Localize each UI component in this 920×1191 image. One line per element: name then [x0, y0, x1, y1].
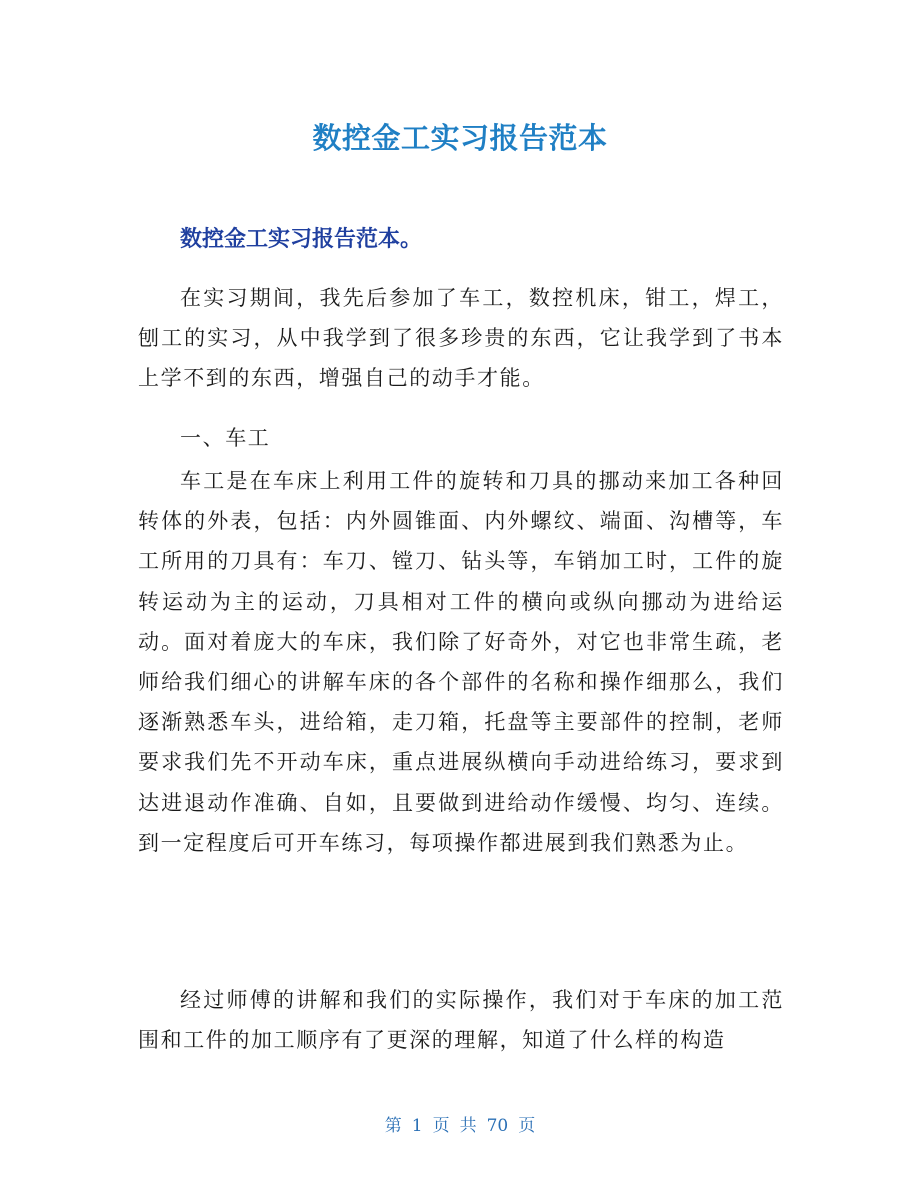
footer-total-pages: 70	[486, 1116, 509, 1136]
section-heading-lathe: 一、车工	[180, 426, 271, 450]
paragraph-intro: 在实习期间，我先后参加了车工，数控机床，钳工，焊工，刨工的实习，从中我学到了很多珍贵的东西，它让我学到了书本上学不到的东西，增强自己的动手才能。	[138, 286, 784, 391]
document-title: 数控金工实习报告范本	[312, 121, 608, 155]
paragraph-understanding: 经过师傅的讲解和我们的实际操作，我们对于车床的加工范围和工件的加工顺序有了更深的理解，知道了什么样的构造	[138, 988, 784, 1053]
footer-total-unit: 页	[518, 1116, 536, 1136]
paragraph-lathe: 车工是在车床上利用工件的旋转和刀具的挪动来加工各种回转体的外表，包括：内外圆锥面、内外螺纹、端面、沟槽等，车工所用的刀具有：车刀、镗刀、钻头等，车销加工时，工件的旋转运动为主的运动，刀具相对工件的横向或纵向挪动为进给运动。面对着庞大的车床，我们除了好奇外，对它也非常生疏，老师给我们细心的讲解车床的各个部件的名称和操作细那么，我们逐渐熟悉车头，进给箱，走刀箱，托盘等主要部件的控制，老师要求我们先不开动车床，重点进展纵横向手动进给练习，要求到达进退动作准确、自如，且要做到进给动作缓慢、均匀、连续。到一定程度后可开车练习，每项操作都进展到我们熟悉为止。	[138, 469, 784, 855]
footer-page-label: 第	[384, 1116, 402, 1136]
footer-page-number: 1	[411, 1116, 423, 1136]
page-footer	[0, 1114, 920, 1138]
footer-page-unit: 页	[432, 1116, 450, 1136]
footer-total-label: 共	[459, 1116, 477, 1136]
document-subtitle: 数控金工实习报告范本。	[180, 227, 423, 252]
